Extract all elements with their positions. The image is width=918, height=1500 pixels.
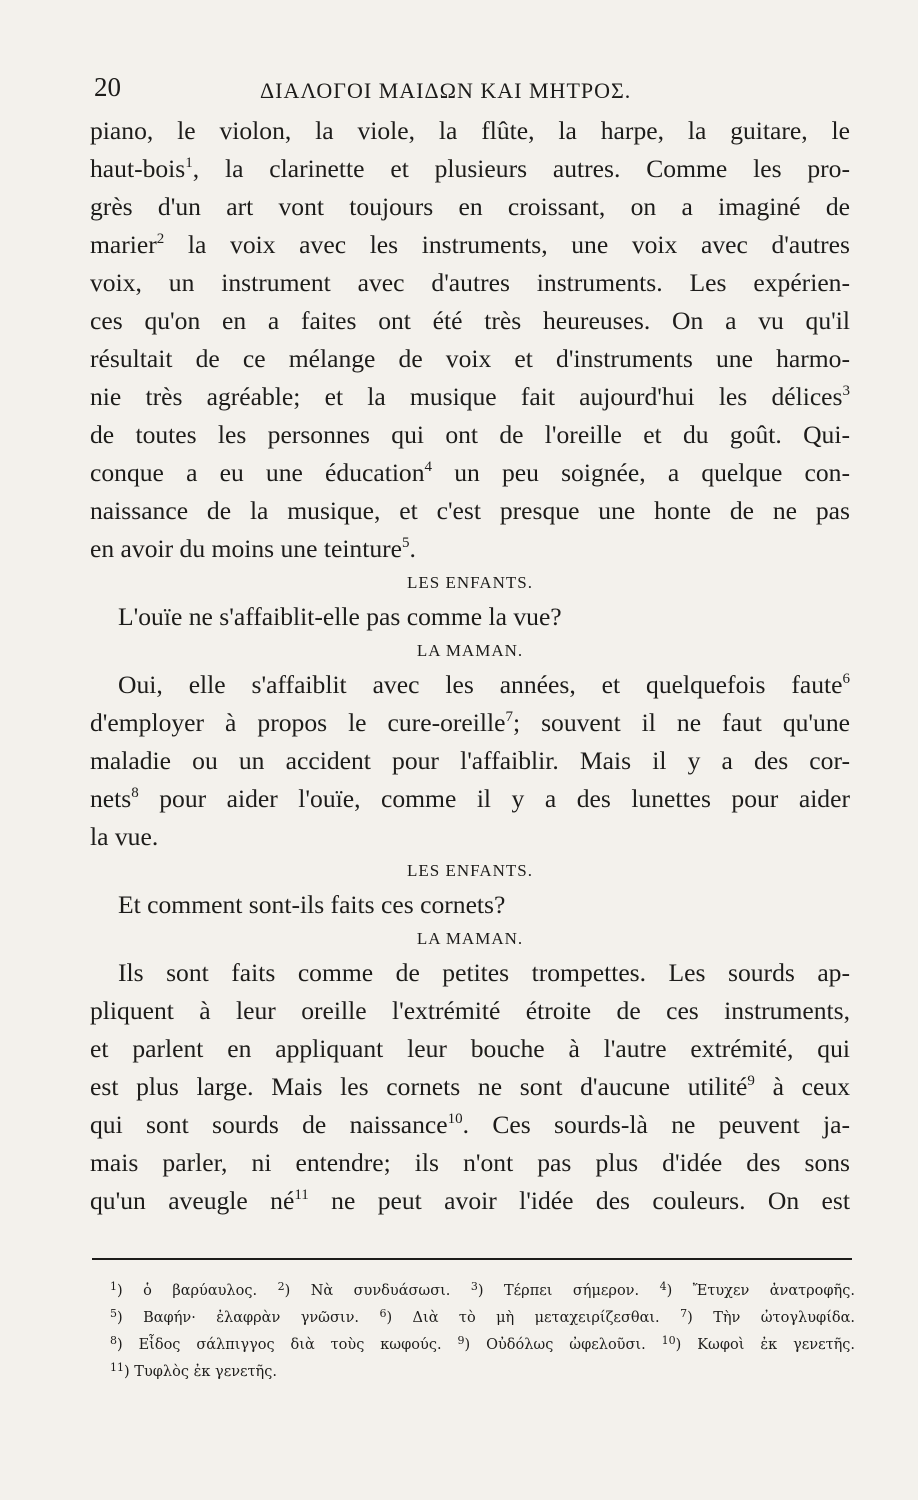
footnote-number: 5 (110, 1307, 117, 1320)
line-text: L'ouïe ne s'affaiblit-elle pas comme la vue? (118, 602, 562, 631)
footnote-paren: ) (117, 1283, 144, 1299)
text-line (90, 150, 850, 188)
line-text: naissance de la musique, et c'est presque une honte de ne pas (90, 496, 850, 525)
line-text: Et comment sont-ils faits ces cornets? (118, 890, 506, 919)
speaker-label: LES ENFANTS. (407, 861, 533, 880)
footnote-ref: 7 (505, 709, 513, 725)
text-line (90, 1144, 850, 1182)
footnote-line (110, 1278, 855, 1305)
footnote-paren: ) (687, 1310, 714, 1326)
footnote-ref: 10 (447, 1111, 463, 1127)
page-number: 20 (94, 72, 121, 102)
line-text: et parlent en appliquant leur bouche à l'autre extrémité, qui (90, 1034, 850, 1063)
footnote-ref: 3 (842, 383, 850, 399)
line-text-after: la voix avec les instruments, une voix avec d'autres (164, 230, 850, 259)
text-line (90, 742, 850, 780)
footnote-ref: 9 (747, 1073, 755, 1089)
footnote-ref: 11 (294, 1187, 309, 1203)
line-text: maladie ou un accident pour l'affaiblir. Mais il y a des cor- (90, 746, 850, 775)
main-text (90, 112, 850, 1220)
footnote-paren: ) (477, 1283, 504, 1299)
line-text: voix, un instrument avec d'autres instruments. Les expérien- (90, 268, 850, 297)
line-text: d'employer à propos le cure-oreille (90, 708, 506, 737)
text-line (90, 704, 850, 742)
footnote-number: 3 (470, 1280, 478, 1293)
line-text: résultait de ce mélange de voix et d'instruments une harmo- (90, 344, 850, 373)
speaker-label: LA MAMAN. (416, 641, 524, 660)
line-text: grès d'un art vont toujours en croissant, on a imaginé de (90, 192, 850, 221)
footnote-text: Διὰ τὸ μὴ μεταχειρίζεσθαι. (412, 1310, 660, 1326)
footnote-text: ὁ βαρύαυλος. (143, 1283, 258, 1299)
footnote-ref: 8 (131, 785, 139, 801)
footnote-ref: 1 (185, 155, 193, 171)
footnote-number: 10 (661, 1334, 676, 1347)
text-line (90, 1182, 850, 1220)
footnote-paren: ) (464, 1337, 487, 1353)
footnotes (110, 1278, 855, 1386)
line-text: en avoir du moins une teinture (90, 534, 403, 563)
line-text: Oui, elle s'affaiblit avec les années, et quelquefois faute (118, 670, 843, 699)
line-text: ces qu'on en a faites ont été très heureuses. On a vu qu'il (90, 306, 850, 335)
footnote-number: 8 (110, 1334, 117, 1347)
footnote-ref: 5 (402, 535, 410, 551)
line-text-after: , la clarinette et plusieurs autres. Comme les pro- (192, 154, 850, 183)
line-text-after: . (409, 534, 416, 563)
footnote-ref: 4 (424, 459, 433, 475)
footnote-number: 4 (659, 1280, 667, 1293)
text-line (90, 530, 850, 568)
footnote-text: Κωφοὶ ἐκ γενετῆς. (697, 1337, 856, 1353)
line-text: est plus large. Mais les cornets ne sont d'aucune utilité (90, 1072, 748, 1101)
speaker-label: LA MAMAN. (416, 929, 524, 948)
footnote-paren: ) (675, 1337, 698, 1353)
text-line (90, 954, 850, 992)
line-text: haut-bois (90, 154, 186, 183)
footnote-paren: ) (124, 1364, 135, 1380)
footnote-number: 1 (110, 1280, 117, 1293)
line-text: de toutes les personnes qui ont de l'oreille et du goût. Qui- (90, 420, 850, 449)
footnote-paren: ) (117, 1310, 144, 1326)
text-line (90, 416, 850, 454)
text-line (90, 1068, 850, 1106)
line-text-after: à ceux (754, 1072, 850, 1101)
line-text: conque a eu une éducation (90, 458, 425, 487)
line-text: Ils sont faits comme de petites trompettes. Les sourds ap- (118, 958, 850, 987)
running-head: ΔΙΑΛΟΓΟΙ ΜΑΙΔΩΝ ΚΑΙ ΜΗΤΡΟΣ. (260, 78, 632, 103)
text-line (90, 1030, 850, 1068)
footnote-text: Ἔτυχεν ἀνατροφῆς. (692, 1283, 855, 1299)
line-text-after: ne peut avoir l'idée des couleurs. On est (308, 1186, 850, 1215)
footnote-text: Οὐδόλως ὠφελοῦσι. (486, 1337, 646, 1353)
footnote-paren: ) (386, 1310, 413, 1326)
text-line (90, 264, 850, 302)
text-line (90, 818, 850, 856)
line-text: la vue. (90, 822, 159, 851)
text-line (90, 780, 850, 818)
text-line (90, 112, 850, 150)
text-line (90, 598, 850, 636)
text-line (90, 226, 850, 264)
line-text: piano, le violon, la viole, la flûte, la harpe, la guitare, le (90, 116, 850, 145)
line-text-after: un peu soignée, a quelque con- (432, 458, 850, 487)
footnote-number: 6 (379, 1307, 387, 1320)
text-line (90, 454, 850, 492)
text-line (90, 378, 850, 416)
footnote-ref: 2 (156, 231, 165, 247)
footnote-rule (92, 1258, 852, 1260)
text-line (90, 1106, 850, 1144)
footnote-text: Νὰ συνδυάσωσι. (310, 1283, 451, 1299)
footnote-line (110, 1305, 855, 1332)
speaker-label: LES ENFANTS. (407, 573, 533, 592)
footnote-paren: ) (117, 1337, 139, 1353)
text-line (90, 492, 850, 530)
footnote-line (110, 1332, 855, 1359)
footnote-ref: 6 (842, 671, 850, 687)
line-text: qui sont sourds de naissance (90, 1110, 448, 1139)
line-text-after: ; souvent il ne faut qu'une (512, 708, 850, 737)
text-line (90, 886, 850, 924)
footnote-text: Βαφήν· ἐλαφρὰν γνῶσιν. (143, 1310, 360, 1326)
footnote-text: Τυφλὸς ἐκ γενετῆς. (134, 1364, 277, 1380)
line-text: mais parler, ni entendre; ils n'ont pas plus d'idée des sons (90, 1148, 850, 1177)
footnote-line (110, 1359, 855, 1386)
text-line (90, 340, 850, 378)
footnote-number: 11 (110, 1361, 124, 1374)
line-text: marier (90, 230, 157, 259)
footnote-number: 2 (277, 1280, 285, 1293)
footnote-text: Τὴν ὠτογλυφίδα. (713, 1310, 856, 1326)
line-text-after: . Ces sourds-là ne peuvent ja- (462, 1110, 850, 1139)
text-line (90, 302, 850, 340)
line-text: pliquent à leur oreille l'extrémité étroite de ces instruments, (90, 996, 850, 1025)
text-line (90, 666, 850, 704)
line-text: qu'un aveugle né (90, 1186, 295, 1215)
footnote-text: Τέρπει σήμερον. (504, 1283, 640, 1299)
footnote-text: Εἶδος σάλπιγγος διὰ τοὺς κωφούς. (138, 1337, 442, 1353)
line-text-after: pour aider l'ouïe, comme il y a des lunettes pour aider (138, 784, 850, 813)
line-text: nie très agréable; et la musique fait aujourd'hui les délices (90, 382, 843, 411)
line-text: nets (90, 784, 132, 813)
page-header (90, 70, 850, 110)
footnote-paren: ) (284, 1283, 311, 1299)
text-line (90, 188, 850, 226)
text-line (90, 992, 850, 1030)
footnote-number: 7 (680, 1307, 688, 1320)
footnote-number: 9 (457, 1334, 465, 1347)
footnote-paren: ) (666, 1283, 693, 1299)
